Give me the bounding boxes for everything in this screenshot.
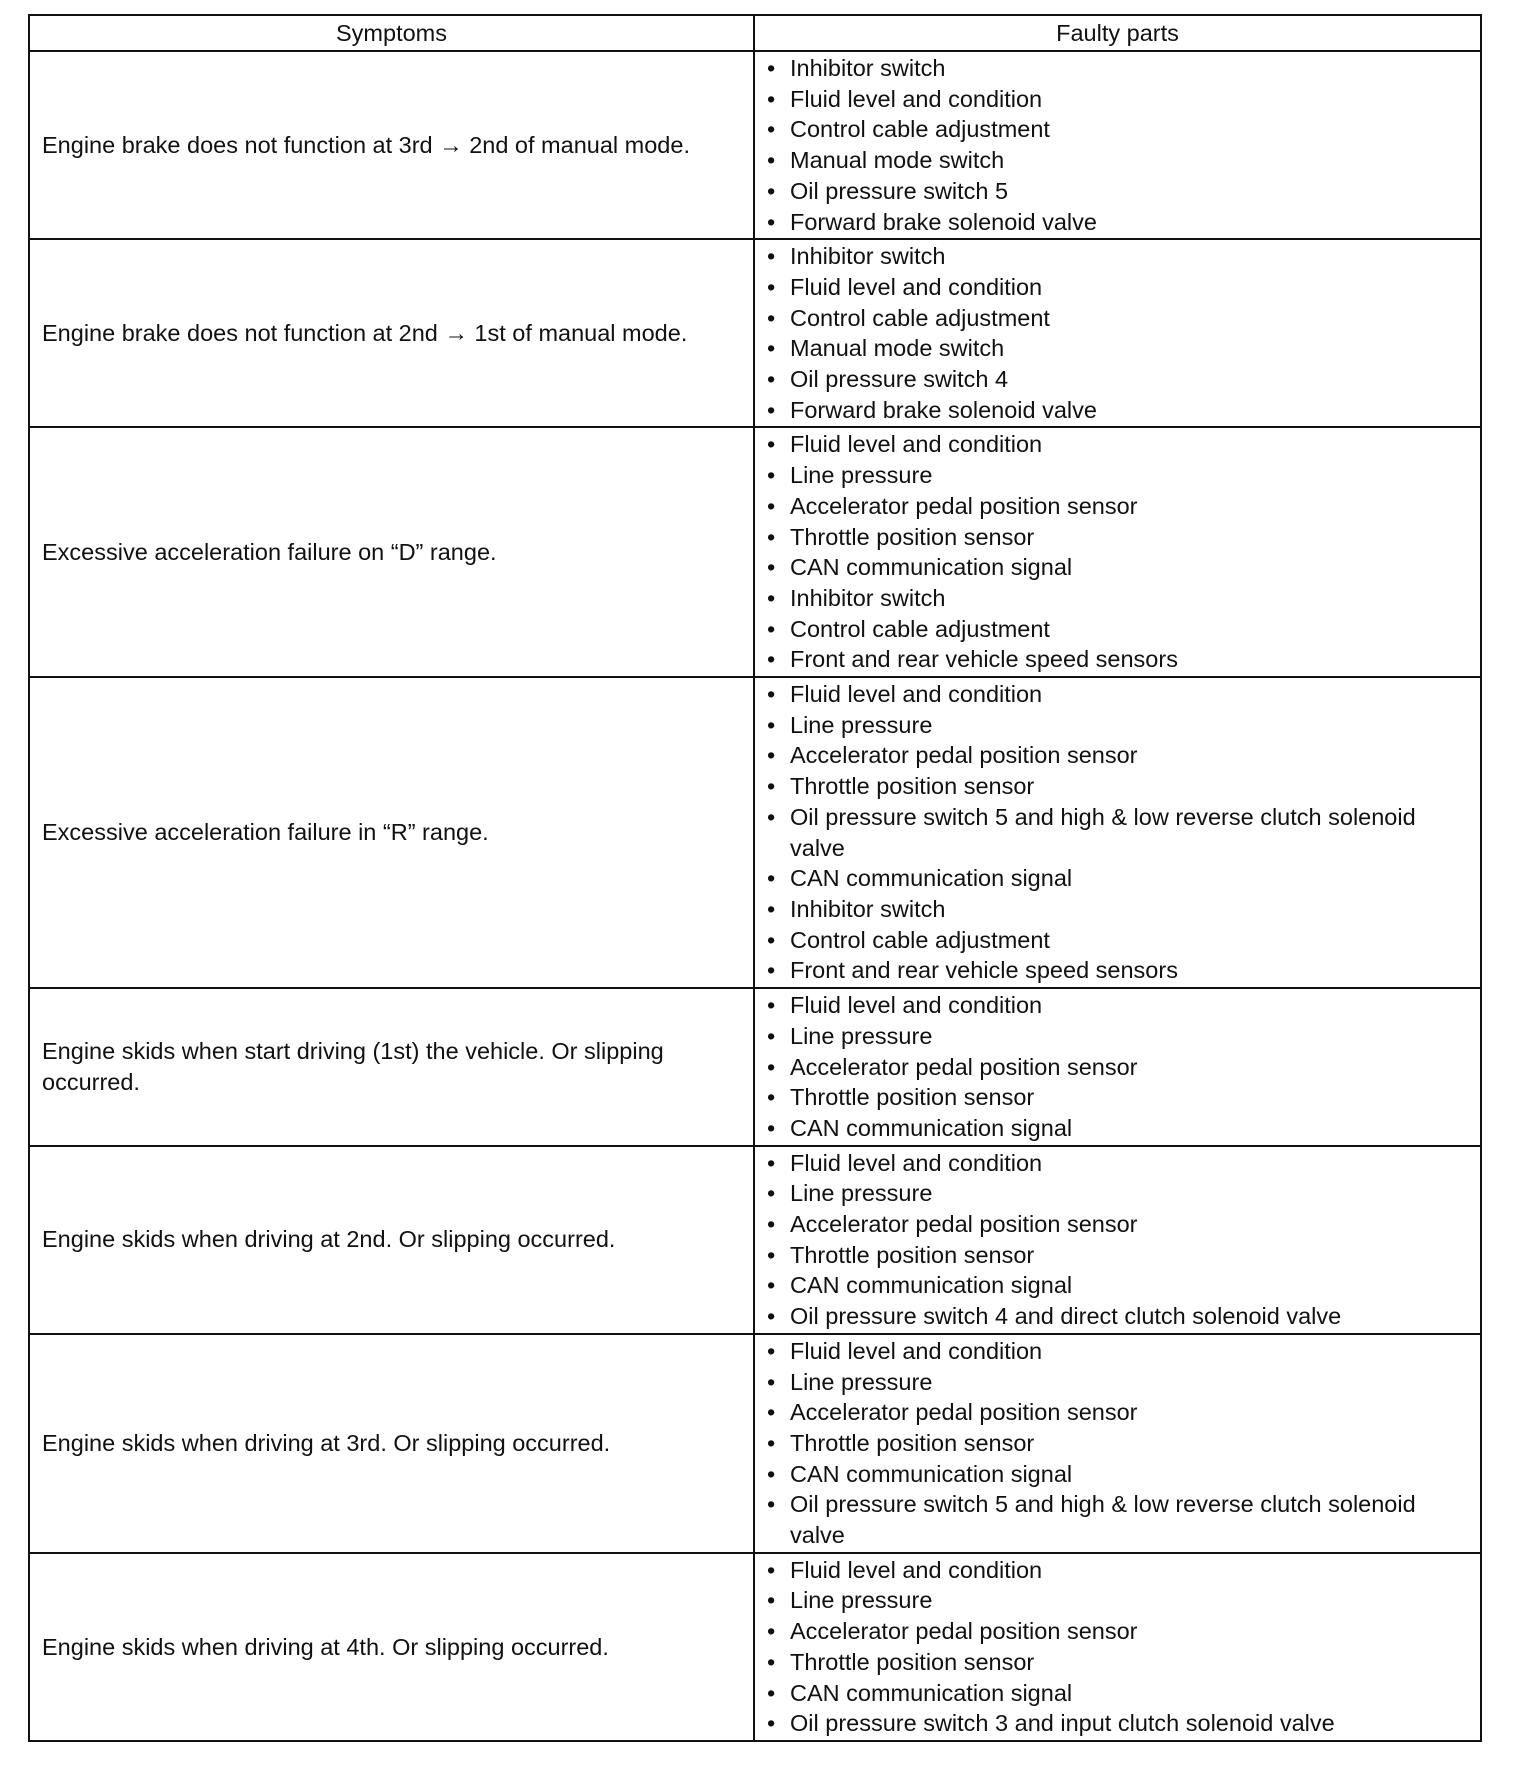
bullet-icon: •: [767, 1460, 776, 1487]
faulty-part-text: Oil pressure switch 4: [790, 366, 1009, 393]
bullet-icon: •: [767, 1556, 776, 1583]
faulty-part-text: Line pressure: [790, 1368, 933, 1395]
list-item: [765, 272, 1472, 303]
list-item: [765, 241, 1472, 272]
faulty-part-text: Fluid level and condition: [790, 1149, 1043, 1176]
bullet-icon: •: [767, 366, 776, 393]
table-row: [29, 1334, 1481, 1553]
bullet-icon: •: [767, 1272, 776, 1299]
faulty-parts-cell: [754, 1334, 1481, 1553]
list-item: [765, 1585, 1472, 1616]
list-item: [765, 1428, 1472, 1459]
bullet-icon: •: [767, 85, 776, 112]
faulty-part-text: CAN communication signal: [790, 1679, 1073, 1706]
faulty-part-text: Inhibitor switch: [790, 584, 946, 611]
list-item: [765, 925, 1472, 956]
symptom-cell: Excessive acceleration failure on “D” range.: [29, 427, 754, 677]
bullet-icon: •: [767, 957, 776, 984]
faulty-part-text: Accelerator pedal position sensor: [790, 1618, 1138, 1645]
faulty-part-text: Oil pressure switch 5 and high & low reverse clutch solenoid valve: [790, 1491, 1416, 1549]
faulty-part-text: Front and rear vehicle speed sensors: [790, 646, 1178, 673]
faulty-part-text: Line pressure: [790, 711, 933, 738]
list-item: [765, 679, 1472, 710]
symptom-table: [28, 14, 1482, 1742]
faulty-part-text: Throttle position sensor: [790, 1241, 1035, 1268]
list-item: [765, 1367, 1472, 1398]
faulty-part-text: Control cable adjustment: [790, 926, 1050, 953]
bullet-icon: •: [767, 1399, 776, 1426]
faulty-part-text: Throttle position sensor: [790, 1084, 1035, 1111]
bullet-icon: •: [767, 1022, 776, 1049]
faulty-part-text: CAN communication signal: [790, 1272, 1073, 1299]
bullet-icon: •: [767, 711, 776, 738]
list-item: [765, 1301, 1472, 1332]
list-item: [765, 333, 1472, 364]
bullet-icon: •: [767, 1149, 776, 1176]
list-item: [765, 583, 1472, 614]
bullet-icon: •: [767, 177, 776, 204]
bullet-icon: •: [767, 1648, 776, 1675]
table-row: [29, 427, 1481, 677]
faulty-part-text: Forward brake solenoid valve: [790, 208, 1097, 235]
list-item: [765, 522, 1472, 553]
table-header-row: [29, 15, 1481, 51]
list-item: [765, 1240, 1472, 1271]
list-item: [765, 114, 1472, 145]
list-item: [765, 1178, 1472, 1209]
bullet-icon: •: [767, 1084, 776, 1111]
list-item: [765, 955, 1472, 986]
faulty-part-text: Oil pressure switch 4 and direct clutch solenoid valve: [790, 1303, 1342, 1330]
list-item: [765, 644, 1472, 675]
symptom-cell: Engine skids when start driving (1st) the vehicle. Or slipping occurred.: [29, 988, 754, 1146]
list-item: [765, 176, 1472, 207]
bullet-icon: •: [767, 646, 776, 673]
list-item: [765, 145, 1472, 176]
header-faulty-parts: Faulty parts: [754, 15, 1481, 51]
bullet-icon: •: [767, 492, 776, 519]
table-row: [29, 677, 1481, 988]
symptom-cell: Excessive acceleration failure in “R” range.: [29, 677, 754, 988]
header-symptoms: Symptoms: [29, 15, 754, 51]
faulty-part-text: Fluid level and condition: [790, 273, 1043, 300]
list-item: [765, 303, 1472, 334]
list-item: [765, 863, 1472, 894]
faulty-part-text: Inhibitor switch: [790, 55, 946, 81]
bullet-icon: •: [767, 1053, 776, 1080]
faulty-parts-cell: [754, 677, 1481, 988]
faulty-part-text: Accelerator pedal position sensor: [790, 1399, 1138, 1426]
table-row: [29, 988, 1481, 1146]
bullet-icon: •: [767, 1618, 776, 1645]
bullet-icon: •: [767, 523, 776, 550]
faulty-part-text: Throttle position sensor: [790, 1648, 1035, 1675]
list-item: [765, 460, 1472, 491]
list-item: [765, 1270, 1472, 1301]
faulty-part-text: Inhibitor switch: [790, 895, 946, 922]
list-item: [765, 614, 1472, 645]
faulty-part-text: Manual mode switch: [790, 335, 1005, 362]
list-item: [765, 802, 1472, 863]
faulty-part-text: Line pressure: [790, 1587, 933, 1614]
list-item: [765, 1678, 1472, 1709]
bullet-icon: •: [767, 1303, 776, 1330]
list-item: [765, 1336, 1472, 1367]
faulty-part-text: Accelerator pedal position sensor: [790, 492, 1138, 519]
list-item: [765, 1021, 1472, 1052]
bullet-icon: •: [767, 304, 776, 331]
bullet-icon: •: [767, 1679, 776, 1706]
faulty-part-text: Oil pressure switch 5: [790, 177, 1009, 204]
list-item: [765, 1148, 1472, 1179]
faulty-part-text: Manual mode switch: [790, 147, 1005, 174]
list-item: [765, 1397, 1472, 1428]
symptom-cell: Engine brake does not function at 2nd → 1st of manual mode.: [29, 239, 754, 427]
faulty-part-text: Line pressure: [790, 1180, 933, 1207]
list-item: [765, 207, 1472, 238]
list-item: [765, 84, 1472, 115]
list-item: [765, 429, 1472, 460]
faulty-part-text: Inhibitor switch: [790, 243, 946, 270]
faulty-part-text: CAN communication signal: [790, 1114, 1073, 1141]
faulty-part-text: CAN communication signal: [790, 865, 1073, 892]
faulty-parts-cell: [754, 1146, 1481, 1334]
faulty-part-text: CAN communication signal: [790, 554, 1073, 581]
faulty-parts-list: [765, 241, 1472, 425]
list-item: [765, 990, 1472, 1021]
bullet-icon: •: [767, 895, 776, 922]
bullet-icon: •: [767, 1337, 776, 1364]
symptom-cell: Engine skids when driving at 3rd. Or slipping occurred.: [29, 1334, 754, 1553]
faulty-part-text: Oil pressure switch 5 and high & low reverse clutch solenoid valve: [790, 803, 1416, 861]
list-item: [765, 1555, 1472, 1586]
list-item: [765, 1647, 1472, 1678]
bullet-icon: •: [767, 1429, 776, 1456]
bullet-icon: •: [767, 773, 776, 800]
faulty-parts-cell: [754, 988, 1481, 1146]
faulty-part-text: Line pressure: [790, 1022, 933, 1049]
bullet-icon: •: [767, 554, 776, 581]
faulty-part-text: Throttle position sensor: [790, 1429, 1035, 1456]
list-item: [765, 395, 1472, 426]
faulty-part-text: CAN communication signal: [790, 1460, 1073, 1487]
table-row: [29, 239, 1481, 427]
list-item: [765, 1489, 1472, 1550]
bullet-icon: •: [767, 335, 776, 362]
list-item: [765, 771, 1472, 802]
faulty-part-text: Fluid level and condition: [790, 1337, 1043, 1364]
bullet-icon: •: [767, 243, 776, 270]
faulty-parts-cell: [754, 1553, 1481, 1741]
list-item: [765, 1082, 1472, 1113]
faulty-part-text: Control cable adjustment: [790, 116, 1050, 143]
faulty-part-text: Front and rear vehicle speed sensors: [790, 957, 1178, 984]
faulty-parts-list: [765, 1336, 1472, 1551]
faulty-part-text: Fluid level and condition: [790, 431, 1043, 458]
faulty-parts-cell: [754, 239, 1481, 427]
list-item: [765, 491, 1472, 522]
bullet-icon: •: [767, 1114, 776, 1141]
faulty-parts-list: [765, 1555, 1472, 1739]
faulty-part-text: Fluid level and condition: [790, 992, 1043, 1019]
table-row: [29, 1553, 1481, 1741]
list-item: [765, 364, 1472, 395]
list-item: [765, 710, 1472, 741]
table-row: [29, 1146, 1481, 1334]
bullet-icon: •: [767, 396, 776, 423]
faulty-part-text: Forward brake solenoid valve: [790, 396, 1097, 423]
list-item: [765, 1052, 1472, 1083]
list-item: [765, 740, 1472, 771]
bullet-icon: •: [767, 1241, 776, 1268]
list-item: [765, 1209, 1472, 1240]
list-item: [765, 1459, 1472, 1490]
bullet-icon: •: [767, 431, 776, 458]
faulty-part-text: Accelerator pedal position sensor: [790, 742, 1138, 769]
symptom-cell: Engine brake does not function at 3rd → 2nd of manual mode.: [29, 51, 754, 239]
bullet-icon: •: [767, 803, 776, 830]
faulty-part-text: Line pressure: [790, 462, 933, 489]
list-item: [765, 53, 1472, 84]
faulty-part-text: Throttle position sensor: [790, 523, 1035, 550]
bullet-icon: •: [767, 273, 776, 300]
bullet-icon: •: [767, 742, 776, 769]
faulty-parts-list: [765, 990, 1472, 1144]
bullet-icon: •: [767, 615, 776, 642]
faulty-part-text: Accelerator pedal position sensor: [790, 1211, 1138, 1238]
symptom-cell: Engine skids when driving at 4th. Or slipping occurred.: [29, 1553, 754, 1741]
faulty-parts-list: [765, 53, 1472, 237]
faulty-parts-list: [765, 679, 1472, 986]
symptom-cell: Engine skids when driving at 2nd. Or slipping occurred.: [29, 1146, 754, 1334]
bullet-icon: •: [767, 116, 776, 143]
list-item: [765, 894, 1472, 925]
faulty-part-text: Oil pressure switch 3 and input clutch solenoid valve: [790, 1710, 1335, 1737]
bullet-icon: •: [767, 55, 776, 81]
bullet-icon: •: [767, 1211, 776, 1238]
table-body: [29, 51, 1481, 1741]
faulty-part-text: Fluid level and condition: [790, 85, 1043, 112]
bullet-icon: •: [767, 992, 776, 1019]
faulty-part-text: Fluid level and condition: [790, 1556, 1043, 1583]
bullet-icon: •: [767, 865, 776, 892]
faulty-parts-list: [765, 429, 1472, 675]
faulty-part-text: Throttle position sensor: [790, 773, 1035, 800]
faulty-part-text: Control cable adjustment: [790, 615, 1050, 642]
bullet-icon: •: [767, 208, 776, 235]
bullet-icon: •: [767, 1368, 776, 1395]
bullet-icon: •: [767, 681, 776, 708]
list-item: [765, 552, 1472, 583]
faulty-parts-list: [765, 1148, 1472, 1332]
list-item: [765, 1616, 1472, 1647]
bullet-icon: •: [767, 147, 776, 174]
bullet-icon: •: [767, 1491, 776, 1518]
faulty-part-text: Fluid level and condition: [790, 681, 1043, 708]
faulty-parts-cell: [754, 427, 1481, 677]
bullet-icon: •: [767, 1710, 776, 1737]
bullet-icon: •: [767, 584, 776, 611]
faulty-parts-cell: [754, 51, 1481, 239]
table-row: [29, 51, 1481, 239]
list-item: [765, 1113, 1472, 1144]
bullet-icon: •: [767, 462, 776, 489]
bullet-icon: •: [767, 1587, 776, 1614]
faulty-part-text: Accelerator pedal position sensor: [790, 1053, 1138, 1080]
faulty-part-text: Control cable adjustment: [790, 304, 1050, 331]
bullet-icon: •: [767, 926, 776, 953]
bullet-icon: •: [767, 1180, 776, 1207]
list-item: [765, 1708, 1472, 1739]
